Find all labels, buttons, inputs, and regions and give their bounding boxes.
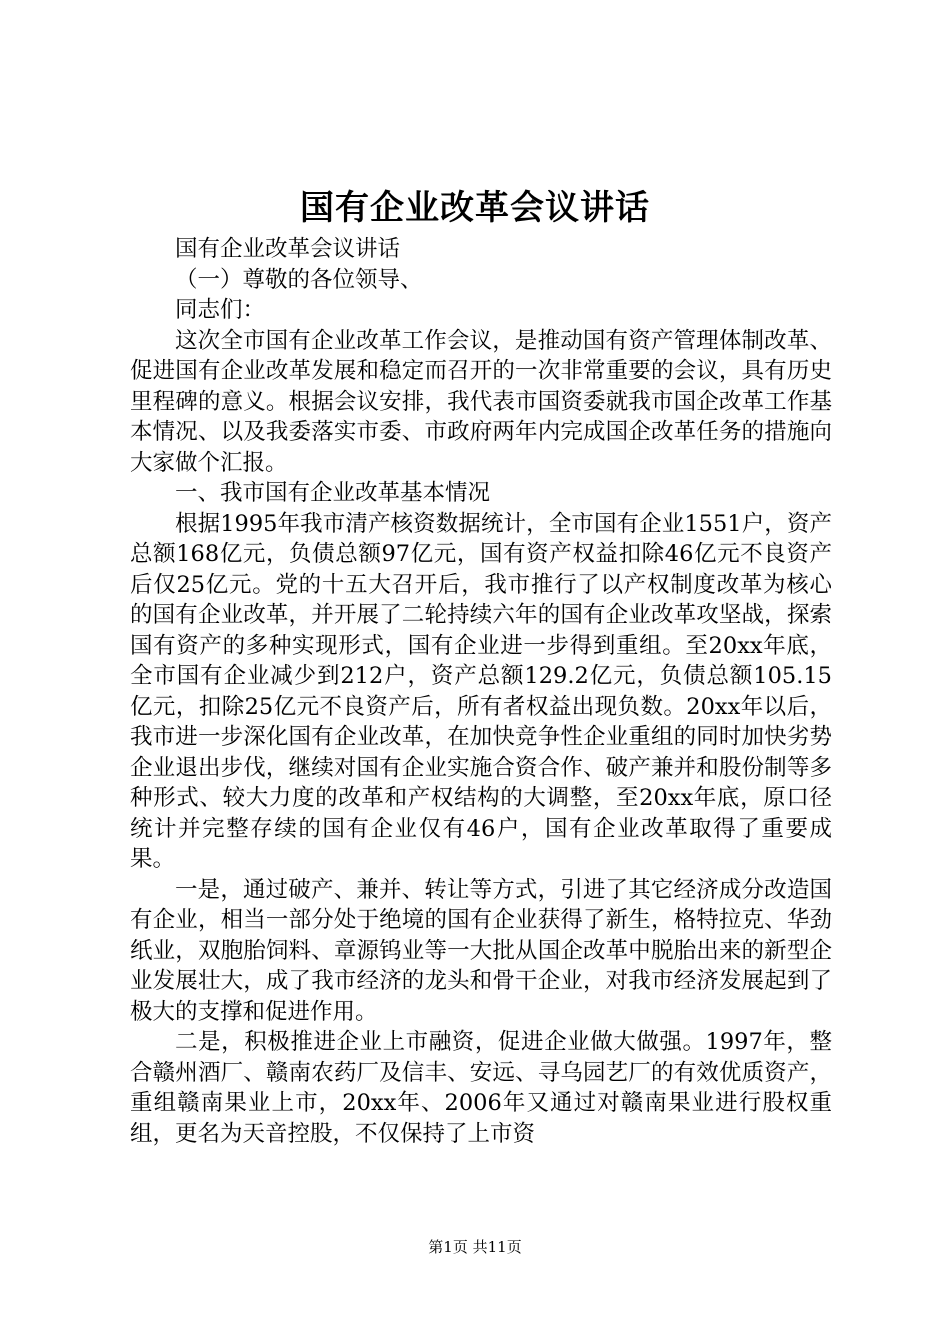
page-number-footer: 第1页 共11页 [428,1238,522,1256]
paragraph-point-one: 一是，通过破产、兼并、转让等方式，引进了其它经济成分改造国有企业，相当一部分处于绝境的国有企业获得了新生，格特拉克、华劲纸业，双胞胎饲料、章源钨业等一大批从国企改革中脱胎出来的新型企业发展壮大，成了我市经济的龙头和骨干企业，对我市经济发展起到了极大的支撑和促进作用。 [130,876,832,1025]
document-title: 国有企业改革会议讲话 [300,188,650,228]
paragraph-statistics: 根据1995年我市清产核资数据统计，全市国有企业1551户，资产总额168亿元，负债总额97亿元，国有资产权益扣除46亿元不良资产后仅25亿元。党的十五大召开后，我市推行了以产权制度改革为核心的国有企业改革，并开展了二轮持续六年的国有企业改革攻坚战，探索国有资产的多种实现形式，国有企业进一步得到重组。至20xx年底，全市国有企业减少到212户，资产总额129.2亿元，负债总额105.15亿元，扣除25亿元不良资产后，所有者权益出现负数。20xx年以后，我市进一步深化国有企业改革，在加快竞争性企业重组的同时加快劣势企业退出步伐，继续对国有企业实施合资合作、破产兼并和股份制等多种形式、较大力度的改革和产权结构的大调整，至20xx年底，原口径统计并完整存续的国有企业仅有46户，国有企业改革取得了重要成果。 [130,510,832,872]
document-body [130,234,832,1149]
paragraph-salutation: （一）尊敬的各位领导、 [175,266,423,293]
paragraph-intro: 这次全市国有企业改革工作会议，是推动国有资产管理体制改革、促进国有企业改革发展和稳定而召开的一次非常重要的会议，具有历史里程碑的意义。根据会议安排，我代表市国资委就我市国企改革工作基本情况、以及我委落实市委、市政府两年内完成国企改革任务的措施向大家做个汇报。 [130,327,832,476]
paragraph-greeting: 同志们： [175,297,266,323]
paragraph-point-two: 二是，积极推进企业上市融资，促进企业做大做强。1997年，整合赣州酒厂、赣南农药厂及信丰、安远、寻乌园艺厂的有效优质资产，重组赣南果业上市，20xx年、2006年又通过对赣南果业进行股权重组，更名为天音控股，不仅保持了上市资 [130,1029,832,1147]
section-heading: 一、我市国有企业改革基本情况 [175,480,491,506]
paragraph-subtitle: 国有企业改革会议讲话 [175,236,401,262]
